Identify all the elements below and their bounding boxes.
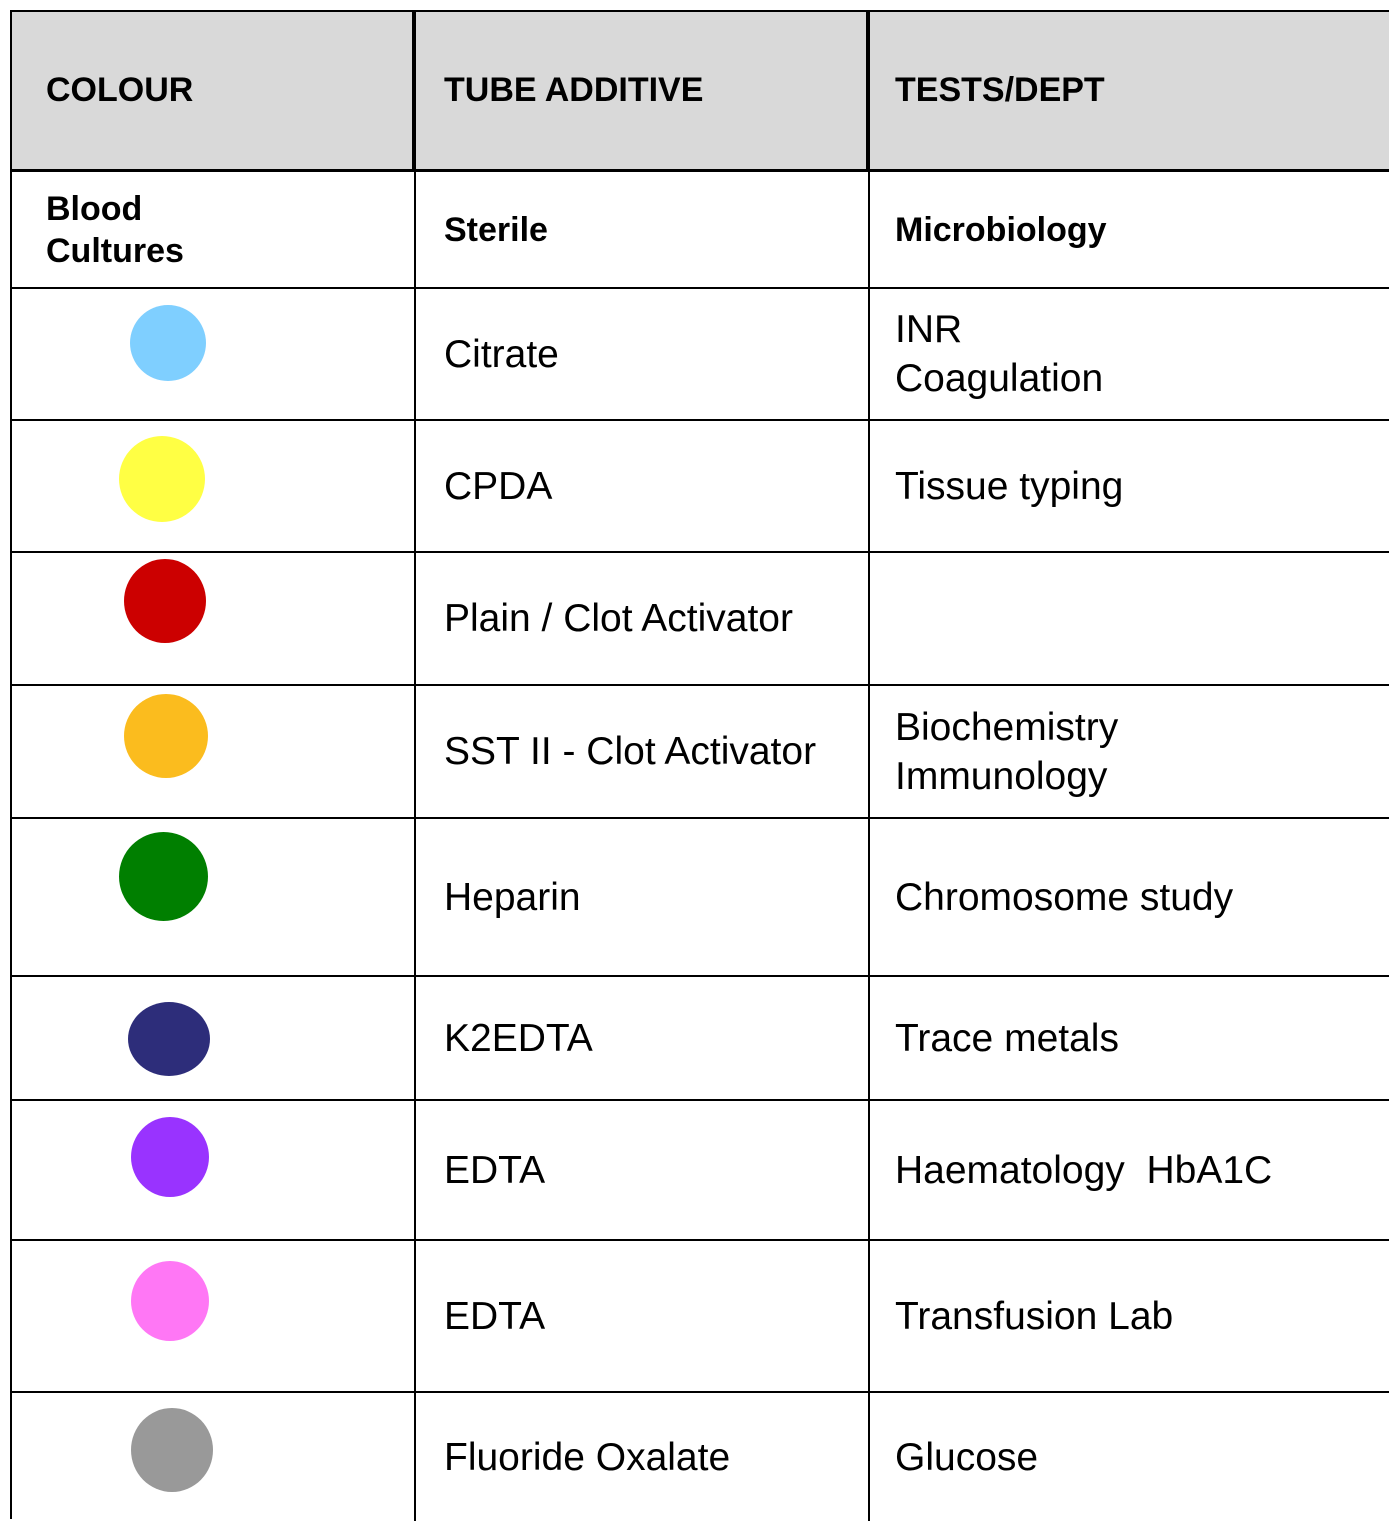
additive-text: EDTA	[444, 1148, 546, 1192]
tests-text	[895, 703, 1118, 801]
additive-text: EDTA	[444, 1294, 546, 1338]
header-colour-cell	[12, 12, 416, 169]
label-line: Blood	[46, 189, 143, 228]
tests-line: Immunology	[895, 754, 1108, 798]
purple-dot-icon	[131, 1117, 209, 1197]
colour-cell	[12, 686, 416, 817]
additive-cell	[416, 819, 870, 975]
colour-cell	[12, 977, 416, 1099]
tests-text: Tissue typing	[895, 464, 1124, 508]
additive-cell	[416, 977, 870, 1099]
tests-text: Chromosome study	[895, 875, 1234, 919]
additive-cell	[416, 421, 870, 551]
table-row	[12, 686, 1389, 819]
tests-text: Haematology HbA1C	[895, 1148, 1273, 1192]
table-row	[12, 1393, 1389, 1521]
header-tests-dept: TESTS/DEPT	[895, 71, 1105, 109]
header-additive-cell	[416, 12, 870, 169]
table-row	[12, 977, 1389, 1101]
tests-cell	[870, 977, 1389, 1099]
tests-text	[895, 305, 1103, 403]
light-blue-dot-icon	[130, 305, 206, 381]
additive-text: Plain / Clot Activator	[444, 597, 793, 640]
colour-cell	[12, 421, 416, 551]
tests-text: Glucose	[895, 1435, 1039, 1479]
additive-text: Fluoride Oxalate	[444, 1435, 731, 1479]
additive-cell	[416, 1241, 870, 1391]
tests-text: Trace metals	[895, 1016, 1119, 1060]
table-row	[12, 1241, 1389, 1393]
tests-cell	[870, 819, 1389, 975]
tests-cell	[870, 421, 1389, 551]
tests-cell	[870, 172, 1389, 287]
table-row	[12, 289, 1389, 421]
colour-cell	[12, 819, 416, 975]
table-header-row	[12, 12, 1389, 172]
additive-text: K2EDTA	[444, 1016, 593, 1060]
header-tube-additive: TUBE ADDITIVE	[444, 71, 704, 109]
label-line: Cultures	[46, 231, 184, 270]
additive-cell	[416, 686, 870, 817]
header-tests-cell	[870, 12, 1389, 169]
tests-line: INR	[895, 308, 963, 351]
tests-text: Microbiology	[895, 210, 1107, 249]
navy-dot-icon	[128, 1002, 210, 1076]
grey-dot-icon	[131, 1408, 213, 1492]
additive-cell	[416, 1101, 870, 1239]
tests-cell	[870, 1101, 1389, 1239]
additive-text: Sterile	[444, 210, 548, 249]
tests-cell	[870, 1393, 1389, 1521]
tests-text: Transfusion Lab	[895, 1294, 1174, 1338]
additive-text: CPDA	[444, 464, 553, 508]
colour-cell	[12, 1241, 416, 1391]
tests-line: Biochemistry	[895, 705, 1119, 749]
additive-text: Citrate	[444, 332, 559, 376]
table-row	[12, 1101, 1389, 1241]
blood-cultures-label	[46, 188, 184, 272]
colour-cell	[12, 553, 416, 684]
table-row	[12, 172, 1389, 289]
additive-text: SST II - Clot Activator	[444, 730, 817, 773]
tests-cell	[870, 289, 1389, 419]
colour-cell	[12, 172, 416, 287]
colour-cell	[12, 289, 416, 419]
tests-cell	[870, 686, 1389, 817]
colour-cell	[12, 1101, 416, 1239]
red-dot-icon	[124, 559, 206, 643]
tests-cell	[870, 1241, 1389, 1391]
additive-cell	[416, 289, 870, 419]
green-dot-icon	[119, 832, 208, 921]
additive-text: Heparin	[444, 875, 581, 919]
table-row	[12, 553, 1389, 686]
header-colour: COLOUR	[46, 71, 194, 109]
tests-cell	[870, 553, 1389, 684]
table-row	[12, 819, 1389, 977]
gold-dot-icon	[124, 694, 208, 778]
tube-colour-table	[10, 10, 1389, 1519]
yellow-dot-icon	[119, 436, 205, 522]
additive-cell	[416, 1393, 870, 1521]
additive-cell	[416, 553, 870, 684]
colour-cell	[12, 1393, 416, 1521]
tests-line: Coagulation	[895, 357, 1104, 400]
pink-dot-icon	[131, 1261, 209, 1341]
table-row	[12, 421, 1389, 553]
additive-cell	[416, 172, 870, 287]
